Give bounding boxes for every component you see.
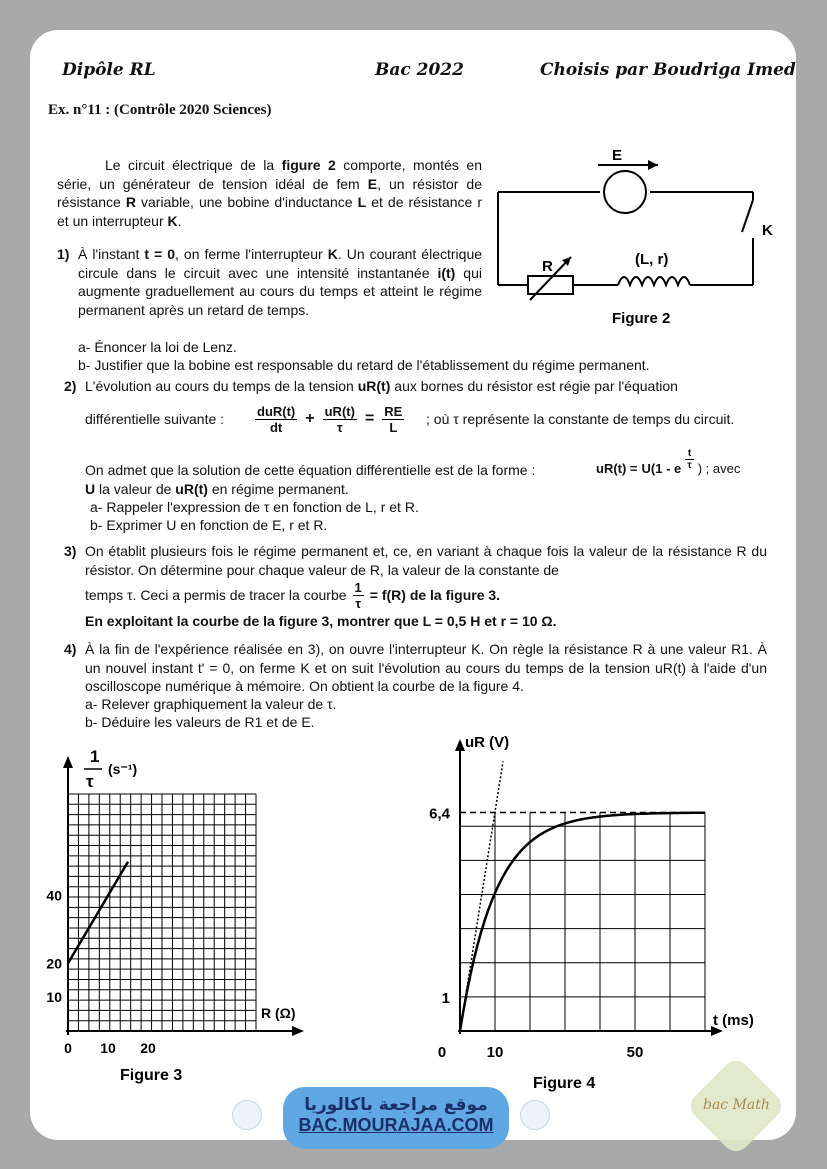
q2-solution-intro: On admet que la solution de cette équation différentielle est de la forme : [85, 462, 536, 478]
intro-paragraph: Le circuit électrique de la figure 2 comporte, montés en série, un générateur de tension idéal de fem E, un résistor de résistance R variable, une bobine d'inductance L et de résistance r et un interrupteur K. [57, 157, 482, 229]
q1-text: À l'instant t = 0, on ferme l'interrupteur K. Un courant électrique circule dans le circuit avec une intensité instantanée i(t) qui augmente graduellement au cours du temps et atteint le régime permanent après un retard de temps. [78, 246, 483, 318]
x-tick-label: 0 [437, 1044, 447, 1061]
y-tick-label: 6,4 [429, 805, 450, 823]
figure-3-chart [40, 740, 330, 1100]
differential-equation: $\frac{\text{duR(t)}}{dt}$ + $\frac{uR(t)}{\tau}$ = $\frac{RE}{L}$ [257, 403, 403, 435]
q1-b: b- Justifier que la bobine est responsable du retard de l'établissement du régime permanent. [78, 357, 650, 373]
logo-left [232, 1100, 262, 1130]
y-axis-arrow [455, 739, 465, 751]
site-arabic: موقع مراجعة باكالوريا [304, 1095, 488, 1115]
coil-symbol [618, 277, 690, 285]
q1-number: 1) [57, 246, 70, 262]
site-banner[interactable] [283, 1087, 509, 1149]
y-label-den: τ [86, 772, 94, 791]
q4-number: 4) [64, 641, 77, 657]
x-tick-label: 50 [626, 1044, 644, 1061]
header-author: Choisis par Boudriga Imed [540, 60, 796, 80]
x-label: t (ms) [713, 1012, 754, 1029]
header-year: Bac 2022 [375, 60, 464, 80]
q4-a: a- Relever graphiquement la valeur de τ. [85, 696, 337, 712]
y-label-num: 1 [90, 747, 100, 766]
x-tick-label: 10 [100, 1040, 116, 1056]
data-curve-ur [460, 813, 705, 1031]
y-tick-label: 40 [46, 887, 62, 904]
y-tick-label: 10 [46, 989, 62, 1006]
y-axis-arrow [63, 756, 73, 768]
q2-tau-def: ; où τ représente la constante de temps du circuit. [426, 411, 735, 427]
q3-number: 3) [64, 543, 77, 559]
generator-symbol [604, 171, 646, 213]
y-tick-label: 20 [46, 955, 62, 972]
q2-number: 2) [64, 378, 77, 394]
circuit-diagram [490, 140, 790, 340]
q2-a: a- Rappeler l'expression de τ en fonction de L, r et R. [90, 499, 419, 515]
x-tick-label: 0 [64, 1040, 72, 1056]
exercise-title: Ex. n°11 : (Contrôle 2020 Sciences) [48, 102, 272, 118]
y-tick-label: 1 [441, 989, 450, 1007]
label-k: K [762, 222, 773, 239]
y-label: uR (V) [465, 734, 510, 751]
x-tick-label: 10 [486, 1044, 504, 1061]
q1-a: a- Énoncer la loi de Lenz. [78, 339, 237, 355]
q3-show: En exploitant la courbe de la figure 3, montrer que L = 0,5 H et r = 10 Ω. [85, 613, 557, 629]
bacmath-badge-text: bac Math [703, 1097, 770, 1113]
label-lr: (L, r) [635, 251, 669, 268]
q3-curve-line: temps τ. Ceci a permis de tracer la courbe $\frac{1}{\tau}$ = f(R) de la figure 3. [85, 579, 501, 611]
solution-formula: uR(t) = U(1 - e $\frac{t}{\tau}$ ) ; avec [596, 447, 741, 476]
label-e: E [612, 147, 623, 164]
x-axis-arrow [292, 1026, 304, 1036]
logo-right [520, 1100, 550, 1130]
q4-text: À la fin de l'expérience réalisée en 3), on ouvre l'interrupteur K. On règle la résistance R à une valeur R1. À un nouvel instant t' = 0, on ferme K et on suit l'évolution au cours du temps de la tension uR(t) à l'aide d'un oscilloscope numérique à mémoire. On obtient la courbe de la figure 4. [85, 641, 767, 694]
figure-4-chart [405, 725, 785, 1095]
figure-3-caption: Figure 3 [120, 1067, 183, 1084]
figure-2-caption: Figure 2 [612, 310, 671, 327]
y-label-unit: (s⁻¹) [108, 761, 138, 777]
q2-u-def: U la valeur de uR(t) en régime permanent. [85, 481, 349, 497]
data-line-1-over-tau [68, 862, 128, 964]
switch-k [742, 200, 753, 232]
q4-b: b- Déduire les valeurs de R1 et de E. [85, 714, 315, 730]
figure-4-caption: Figure 4 [533, 1075, 596, 1092]
header-chapter: Dipôle RL [62, 60, 156, 80]
x-tick-label: 20 [140, 1040, 156, 1056]
q3-text: On établit plusieurs fois le régime permanent et, ce, en variant à chaque fois la valeur de la résistance R du résistor. On détermine pour chaque valeur de R, la valeur de la constante de [85, 543, 767, 578]
x-label: R (Ω) [261, 1005, 296, 1021]
site-url[interactable]: BAC.MOURAJAA.COM [298, 1115, 494, 1135]
q2-b: b- Exprimer U en fonction de E, r et R. [90, 517, 328, 533]
q2-intro-eq: différentielle suivante : [85, 411, 225, 427]
label-r: R [542, 258, 553, 275]
q2-line1: L'évolution au cours du temps de la tension uR(t) aux bornes du résistor est régie par l'équation [85, 378, 678, 394]
